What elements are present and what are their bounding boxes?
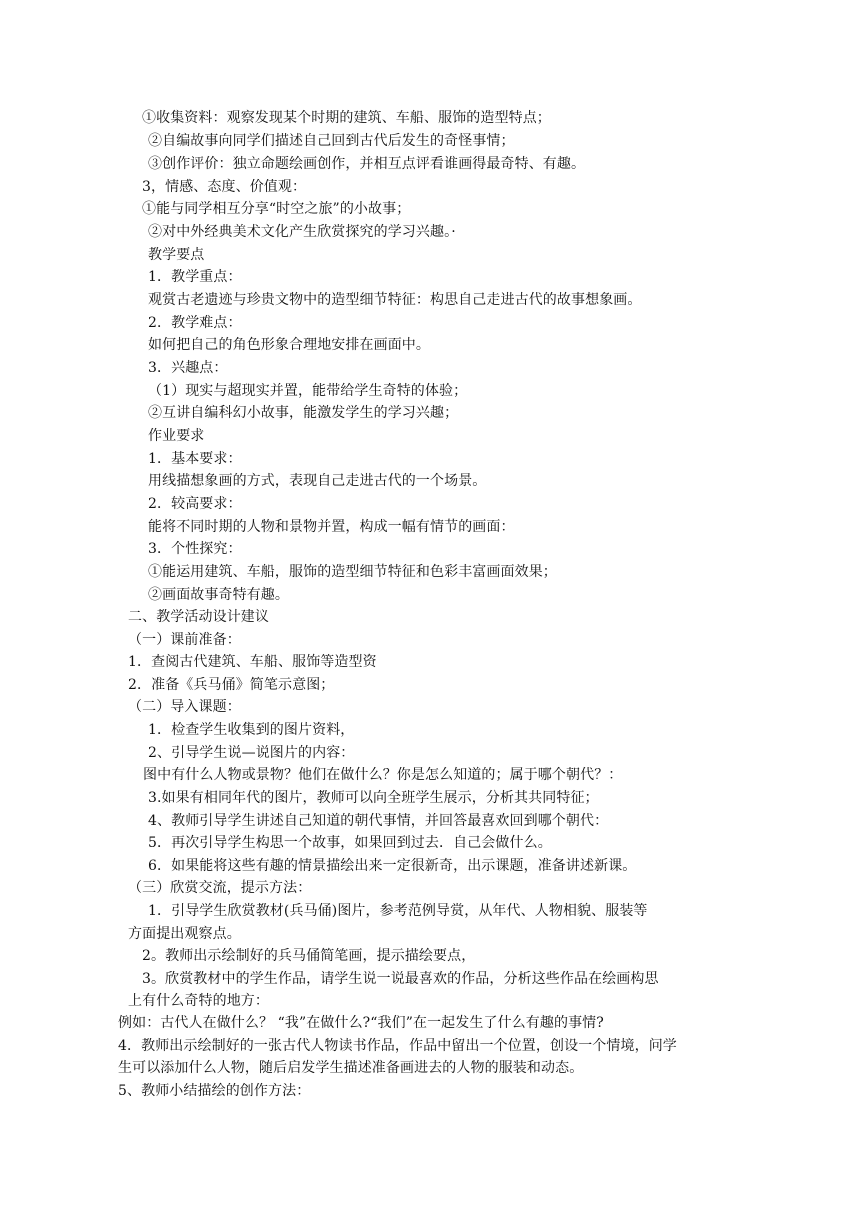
text-line: 3。欣赏教材中的学生作品，请学生说一说最喜欢的作品，分析这些作品在绘画构思 xyxy=(142,971,659,987)
text-line: 3．兴趣点： xyxy=(148,360,228,376)
text-line: ②互讲自编科幻小故事，能激发学生的学习兴趣； xyxy=(148,405,459,421)
text-line: 上有什么奇特的地方： xyxy=(128,993,269,1009)
text-line: ②画面故事奇特有趣。 xyxy=(148,587,289,603)
text-line: 5、教师小结描绘的创作方法： xyxy=(118,1083,311,1099)
text-line: （二）导入课题： xyxy=(128,699,241,715)
text-line: 4．教师出示绘制好的一张古代人物读书作品，作品中留出一个位置，创设一个情境，问学 xyxy=(118,1038,677,1054)
text-line: 1．基本要求： xyxy=(148,451,242,467)
text-line: 1．教学重点： xyxy=(148,269,242,285)
section-heading: 作业要求 xyxy=(148,428,205,444)
text-line: 2。教师出示绘制好的兵马俑简笔画，提示描绘要点， xyxy=(142,948,476,964)
text-line: 例如：古代人在做什么？ “我”在做什么?“我们”在一起发生了什么有趣的事情? xyxy=(118,1015,604,1031)
text-line: ②自编故事向同学们描述自己回到古代后发生的奇怪事情； xyxy=(148,133,515,149)
text-line: 2、引导学生说—说图片的内容： xyxy=(148,745,355,761)
text-line: 3，情感、态度、价值观： xyxy=(142,179,307,195)
text-line: （1）现实与超现实并置，能带给学生奇特的体验； xyxy=(148,383,468,399)
text-line: （一）课前准备： xyxy=(128,632,241,648)
text-line: （三）欣赏交流，提示方法： xyxy=(128,880,312,896)
text-line: ①能运用建筑、车船，服饰的造型细节特征和色彩丰富画面效果； xyxy=(148,564,557,580)
text-line: 观赏古老遗迹与珍贵文物中的造型细节特征：构思自己走进古代的故事想象画。 xyxy=(148,292,642,308)
text-line: 能将不同时期的人物和景物并置，构成一幅有情节的画面： xyxy=(148,519,515,535)
text-line: 5．再次引导学生构思一个故事，如果回到过去．自己会做什么。 xyxy=(148,835,552,851)
text-line: 6．如果能将这些有趣的情景描绘出来一定很新奇，出示课题，准备讲述新课。 xyxy=(148,858,637,874)
text-line: 图中有什么人物或景物？他们在做什么？你是怎么知道的；属于哪个朝代？： xyxy=(143,767,623,783)
text-line: 1．检查学生收集到的图片资料， xyxy=(148,722,355,738)
text-line: 2．准备《兵马俑》简笔示意图； xyxy=(128,677,335,693)
text-line: ②对中外经典美术文化产生欣赏探究的学习兴趣。· xyxy=(148,224,456,240)
text-line: ③创作评价：独立命题绘画创作，并相互点评看谁画得最奇特、有趣。 xyxy=(148,156,586,172)
text-line: 4、教师引导学生讲述自己知道的朝代事情，并回答最喜欢回到哪个朝代： xyxy=(148,813,609,829)
text-line: 用线描想象画的方式，表现自己走进古代的一个场景。 xyxy=(148,473,487,489)
text-line: 生可以添加什么人物，随后启发学生描述准备画进去的人物的服装和动态。 xyxy=(118,1060,584,1076)
section-heading: 教学要点 xyxy=(148,247,205,263)
text-line: ①收集资料：观察发现某个时期的建筑、车船、服饰的造型特点； xyxy=(142,110,551,126)
text-line: 如何把自己的角色形象合理地安排在画面中。 xyxy=(148,337,430,353)
text-line: 3．个性探究： xyxy=(148,541,242,557)
text-line: 方面提出观察点。 xyxy=(128,926,241,942)
text-line: 2．教学难点： xyxy=(148,315,242,331)
text-line: 3.如果有相同年代的图片，教师可以向全班学生展示，分析其共同特征； xyxy=(148,790,599,806)
text-line: ①能与同学相互分享“时空之旅”的小故事； xyxy=(142,201,411,217)
text-line: 2．较高要求： xyxy=(148,496,242,512)
section-heading: 二、教学活动设计建议 xyxy=(128,609,269,625)
text-line: 1．引导学生欣赏教材(兵马俑)图片，参考范例导赏，从年代、人物相貌、服装等 xyxy=(148,903,648,919)
text-line: 1．查阅古代建筑、车船、服饰等造型资 xyxy=(128,654,377,670)
